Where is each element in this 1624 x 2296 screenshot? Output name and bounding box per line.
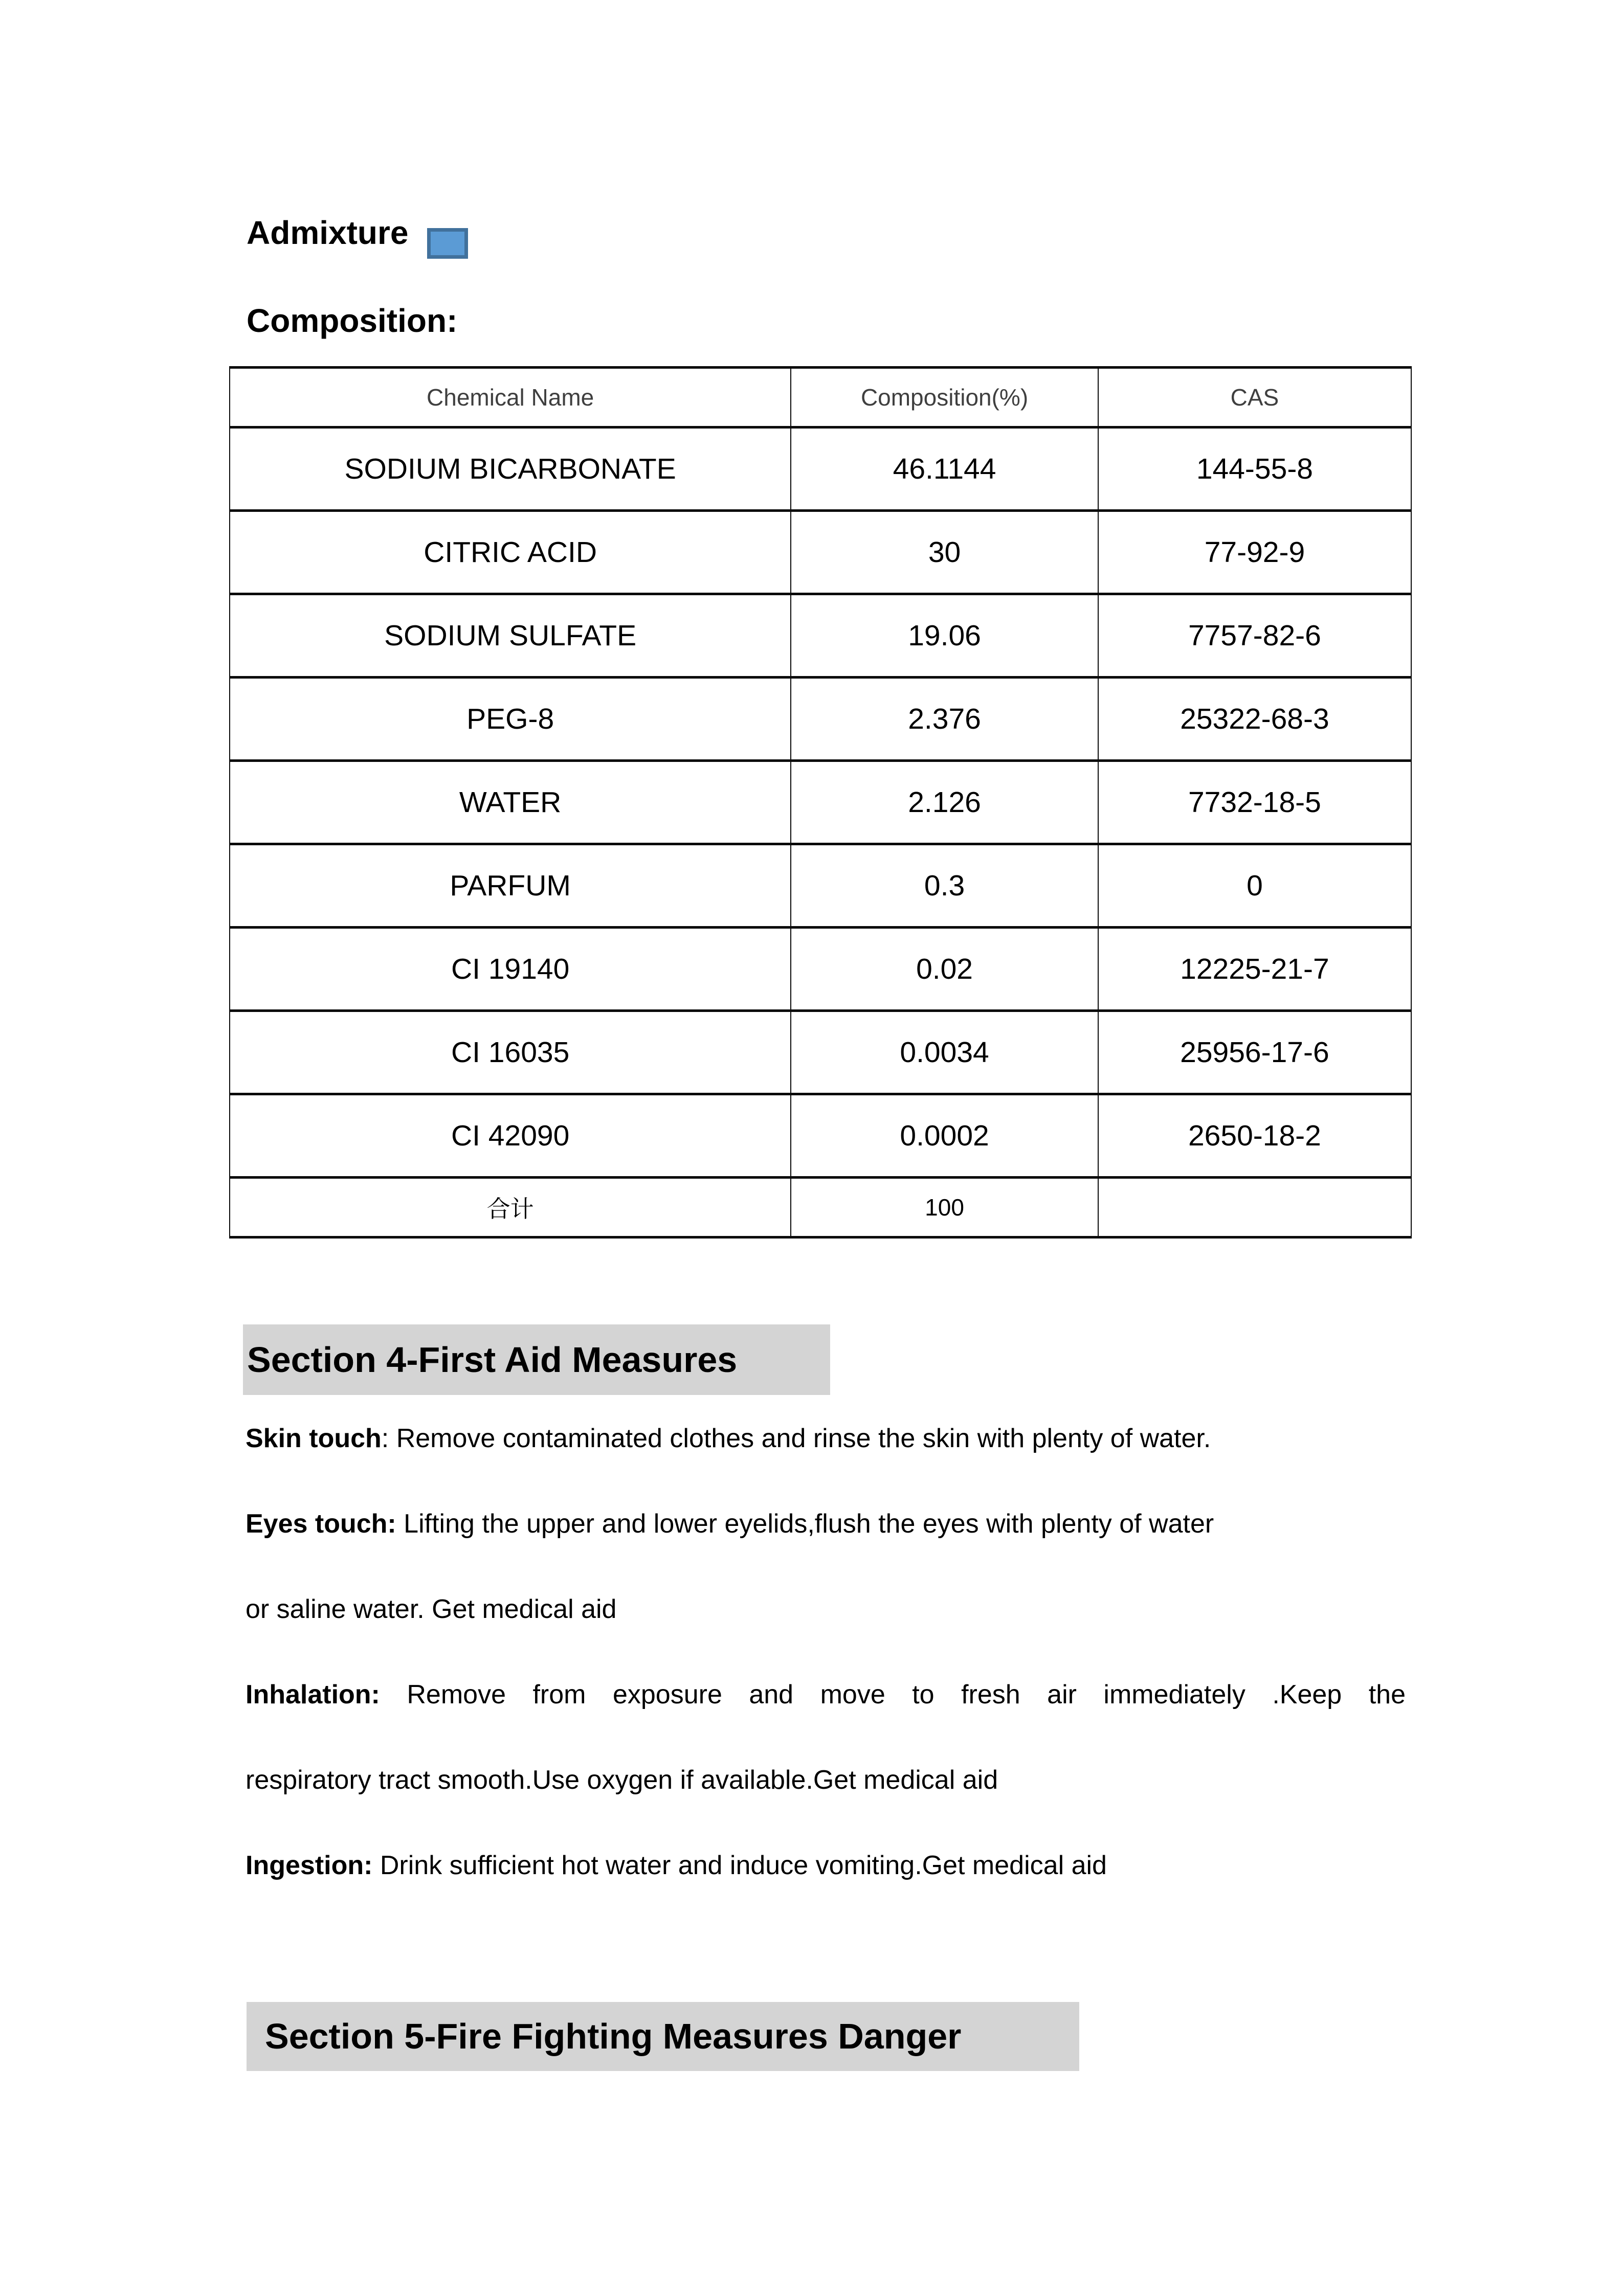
first-aid-text: respiratory tract smooth.Use oxygen if available.Get medical aid	[246, 1765, 998, 1795]
table-row	[230, 761, 1411, 844]
table-cell: 0.3	[791, 844, 1098, 928]
table-cell: 合计	[230, 1178, 791, 1237]
table-cell: 2.126	[791, 761, 1098, 844]
blue-square-marker	[427, 228, 468, 259]
table-cell: 2.376	[791, 678, 1098, 761]
table-cell: WATER	[230, 761, 791, 844]
first-aid-text: Lifting the upper and lower eyelids,flush the eyes with plenty of water	[396, 1509, 1214, 1539]
table-cell: 19.06	[791, 594, 1098, 678]
table-cell: PARFUM	[230, 844, 791, 928]
table-cell: PEG-8	[230, 678, 791, 761]
first-aid-line	[246, 1652, 1406, 1738]
first-aid-line	[246, 1567, 1406, 1652]
table-cell: 7732-18-5	[1098, 761, 1411, 844]
table-row	[230, 928, 1411, 1011]
table-cell: 144-55-8	[1098, 427, 1411, 511]
first-aid-line	[246, 1823, 1406, 1908]
table-cell: SODIUM SULFATE	[230, 594, 791, 678]
header-composition-pct: Composition(%)	[791, 368, 1098, 427]
table-cell: 100	[791, 1178, 1098, 1237]
table-cell: 25322-68-3	[1098, 678, 1411, 761]
first-aid-text: : Remove contaminated clothes and rinse the skin with plenty of water.	[381, 1424, 1211, 1453]
table-cell: 2650-18-2	[1098, 1094, 1411, 1178]
section-4-title: Section 4-First Aid Measures	[247, 1340, 738, 1380]
first-aid-line	[246, 1481, 1406, 1567]
header-chemical-name: Chemical Name	[230, 368, 791, 427]
first-aid-text: Drink sufficient hot water and induce vomiting.Get medical aid	[372, 1851, 1107, 1880]
table-row	[230, 678, 1411, 761]
admixture-heading: Admixture	[247, 214, 409, 251]
table-row	[230, 1011, 1411, 1094]
section-5-title: Section 5-Fire Fighting Measures Danger	[265, 2016, 962, 2056]
first-aid-label: Inhalation:	[246, 1680, 380, 1709]
table-row	[230, 844, 1411, 928]
table-row	[230, 427, 1411, 511]
table-cell: 7757-82-6	[1098, 594, 1411, 678]
first-aid-text-block	[246, 1396, 1406, 1908]
table-row	[230, 594, 1411, 678]
table-cell: CI 19140	[230, 928, 791, 1011]
first-aid-text: Remove from exposure and move to fresh air immediately .Keep the	[380, 1680, 1406, 1709]
section-5-heading	[247, 2002, 1079, 2071]
table-cell: 0.02	[791, 928, 1098, 1011]
first-aid-text: or saline water. Get medical aid	[246, 1594, 617, 1624]
table-cell: 12225-21-7	[1098, 928, 1411, 1011]
table-header-row	[230, 368, 1411, 427]
table-cell: CITRIC ACID	[230, 511, 791, 594]
table-cell: 0	[1098, 844, 1411, 928]
table-cell	[1098, 1178, 1411, 1237]
header-cas: CAS	[1098, 368, 1411, 427]
table-cell: 77-92-9	[1098, 511, 1411, 594]
composition-table	[229, 366, 1412, 1239]
first-aid-label: Eyes touch:	[246, 1509, 396, 1539]
table-cell: 46.1144	[791, 427, 1098, 511]
table-row	[230, 511, 1411, 594]
composition-heading: Composition:	[247, 302, 458, 339]
table-cell: CI 16035	[230, 1011, 791, 1094]
table-row	[230, 1094, 1411, 1178]
first-aid-line	[246, 1396, 1406, 1481]
first-aid-label: Ingestion:	[246, 1851, 373, 1880]
table-cell: 30	[791, 511, 1098, 594]
first-aid-label: Skin touch	[246, 1424, 382, 1453]
section-4-heading	[243, 1324, 830, 1395]
table-cell: 0.0034	[791, 1011, 1098, 1094]
table-cell: CI 42090	[230, 1094, 791, 1178]
table-total-row	[230, 1178, 1411, 1237]
first-aid-line	[246, 1738, 1406, 1823]
table-cell: SODIUM BICARBONATE	[230, 427, 791, 511]
table-cell: 0.0002	[791, 1094, 1098, 1178]
table-cell: 25956-17-6	[1098, 1011, 1411, 1094]
